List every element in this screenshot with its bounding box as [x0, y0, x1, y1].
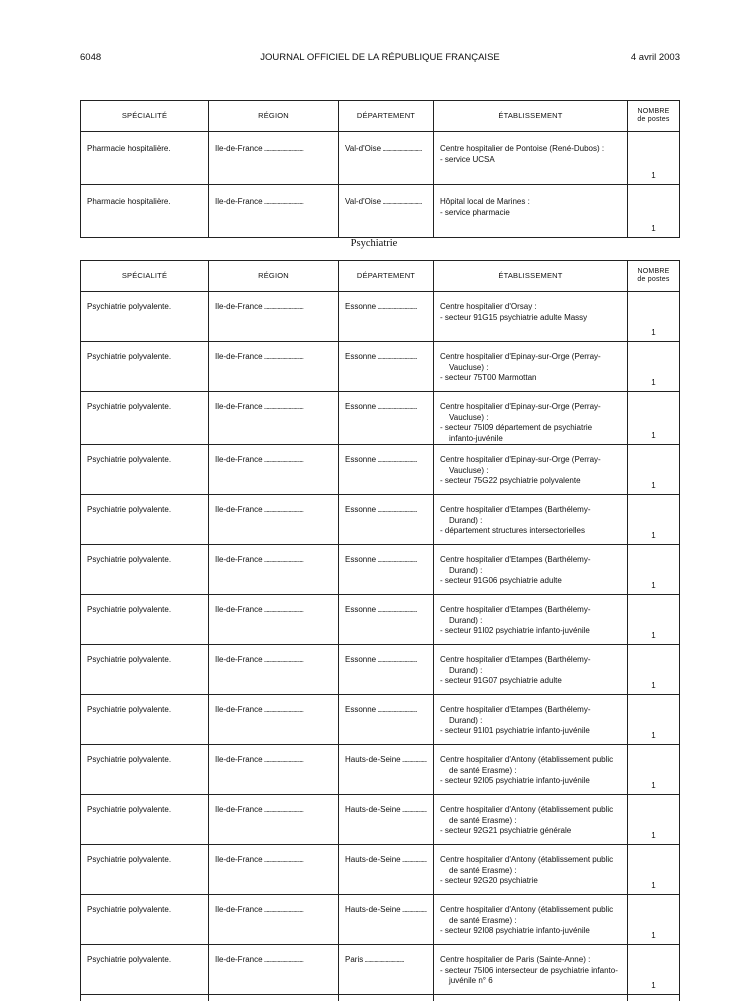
cell-etablissement — [434, 895, 628, 945]
cell-nombre-postes: 1 — [628, 895, 680, 945]
etablissement-line: Centre hospitalier d'Orsay : — [440, 302, 621, 313]
etablissement-line: Vaucluse) : — [440, 466, 621, 477]
cell-region: Ile-de-France ..... — [209, 132, 339, 185]
etablissement-line: Durand) : — [440, 716, 621, 727]
etablissement-line: de santé Erasme) : — [440, 766, 621, 777]
etablissement-line: Centre hospitalier d'Etampes (Barthélemy- — [440, 505, 621, 516]
cell-departement: Essonne ..... — [339, 342, 434, 392]
cell-nombre-postes: 1 — [628, 292, 680, 342]
cell-etablissement — [434, 545, 628, 595]
cell-departement: Essonne ..... — [339, 392, 434, 445]
cell-region: Ile-de-France ..... — [209, 795, 339, 845]
cell-nombre-postes: 1 — [628, 645, 680, 695]
cell-departement: Paris ..... — [339, 945, 434, 995]
continuation-cell — [434, 995, 628, 1001]
etablissement-line: - secteur 92G21 psychiatrie générale — [440, 826, 621, 837]
cell-nombre-postes: 1 — [628, 795, 680, 845]
table-row — [81, 695, 680, 745]
etablissement-line: Centre hospitalier d'Epinay-sur-Orge (Perray- — [440, 352, 621, 363]
page-header — [80, 52, 680, 66]
cell-etablissement — [434, 132, 628, 185]
continuation-cell — [209, 995, 339, 1001]
etablissement-line: Centre hospitalier d'Antony (établissement public — [440, 805, 621, 816]
table-row — [81, 342, 680, 392]
page-number: 6048 — [80, 52, 101, 63]
etablissement-line: Durand) : — [440, 566, 621, 577]
etablissement-line: Vaucluse) : — [440, 413, 621, 424]
col-departement: DÉPARTEMENT — [339, 261, 434, 292]
etablissement-line: Centre hospitalier d'Etampes (Barthélemy- — [440, 605, 621, 616]
cell-etablissement — [434, 595, 628, 645]
cell-nombre-postes: 1 — [628, 745, 680, 795]
cell-specialite: Pharmacie hospitalière. — [81, 185, 209, 238]
col-specialite: SPÉCIALITÉ — [81, 261, 209, 292]
etablissement-line: Centre hospitalier d'Epinay-sur-Orge (Perray- — [440, 455, 621, 466]
table-row — [81, 595, 680, 645]
table-row — [81, 495, 680, 545]
cell-etablissement — [434, 945, 628, 995]
table-row — [81, 292, 680, 342]
cell-etablissement — [434, 745, 628, 795]
cell-departement: Hauts-de-Seine ..... — [339, 895, 434, 945]
etablissement-line: Centre hospitalier d'Antony (établissement public — [440, 755, 621, 766]
etablissement-line: - secteur 92G20 psychiatrie — [440, 876, 621, 887]
etablissement-line: - secteur 75I09 département de psychiatrie — [440, 423, 621, 434]
cell-nombre-postes: 1 — [628, 342, 680, 392]
cell-specialite: Psychiatrie polyvalente. — [81, 895, 209, 945]
table-row — [81, 185, 680, 238]
cell-specialite: Psychiatrie polyvalente. — [81, 845, 209, 895]
cell-etablissement — [434, 845, 628, 895]
cell-nombre-postes: 1 — [628, 845, 680, 895]
publication-date: 4 avril 2003 — [631, 52, 680, 63]
etablissement-line: Durand) : — [440, 666, 621, 677]
cell-departement: Essonne ..... — [339, 695, 434, 745]
cell-nombre-postes: 1 — [628, 132, 680, 185]
cell-etablissement — [434, 445, 628, 495]
etablissement-line: infanto-juvénile — [440, 434, 621, 445]
cell-nombre-postes: 1 — [628, 595, 680, 645]
cell-departement: Essonne ..... — [339, 495, 434, 545]
col-departement: DÉPARTEMENT — [339, 101, 434, 132]
cell-region: Ile-de-France ..... — [209, 845, 339, 895]
cell-etablissement — [434, 392, 628, 445]
etablissement-line: de santé Erasme) : — [440, 866, 621, 877]
cell-region: Ile-de-France ..... — [209, 185, 339, 238]
cell-departement: Hauts-de-Seine ..... — [339, 845, 434, 895]
cell-region: Ile-de-France ..... — [209, 745, 339, 795]
etablissement-line: Centre hospitalier de Pontoise (René-Dubos) : — [440, 144, 621, 155]
cell-specialite: Psychiatrie polyvalente. — [81, 645, 209, 695]
section-title-psychiatrie: Psychiatrie — [0, 238, 748, 249]
cell-etablissement — [434, 695, 628, 745]
table-row — [81, 945, 680, 995]
cell-nombre-postes: 1 — [628, 445, 680, 495]
cell-region: Ile-de-France ..... — [209, 545, 339, 595]
continuation-cell — [628, 995, 680, 1001]
cell-departement: Essonne ..... — [339, 545, 434, 595]
etablissement-line: Centre hospitalier d'Epinay-sur-Orge (Perray- — [440, 402, 621, 413]
cell-etablissement — [434, 342, 628, 392]
cell-region: Ile-de-France ..... — [209, 595, 339, 645]
col-specialite: SPÉCIALITÉ — [81, 101, 209, 132]
etablissement-line: - secteur 75I06 intersecteur de psychiatrie infanto- — [440, 966, 621, 977]
cell-nombre-postes: 1 — [628, 392, 680, 445]
journal-title: JOURNAL OFFICIEL DE LA RÉPUBLIQUE FRANÇAISE — [80, 52, 680, 63]
etablissement-line: - service pharmacie — [440, 208, 621, 219]
cell-departement: Essonne ..... — [339, 595, 434, 645]
continuation-cell — [81, 995, 209, 1001]
etablissement-line: Centre hospitalier d'Etampes (Barthélemy- — [440, 655, 621, 666]
cell-region: Ile-de-France ..... — [209, 695, 339, 745]
col-region: RÉGION — [209, 261, 339, 292]
cell-departement: Val-d'Oise ..... — [339, 132, 434, 185]
cell-specialite: Psychiatrie polyvalente. — [81, 745, 209, 795]
pharmacie-table — [80, 100, 680, 238]
cell-region: Ile-de-France ..... — [209, 392, 339, 445]
cell-departement: Hauts-de-Seine ..... — [339, 795, 434, 845]
cell-region: Ile-de-France ..... — [209, 445, 339, 495]
cell-specialite: Psychiatrie polyvalente. — [81, 392, 209, 445]
cell-specialite: Pharmacie hospitalière. — [81, 132, 209, 185]
etablissement-line: Centre hospitalier d'Etampes (Barthélemy- — [440, 705, 621, 716]
cell-region: Ile-de-France ..... — [209, 895, 339, 945]
etablissement-line: - secteur 75G22 psychiatrie polyvalente — [440, 476, 621, 487]
etablissement-line: Centre hospitalier de Paris (Sainte-Anne) : — [440, 955, 621, 966]
cell-region: Ile-de-France ..... — [209, 645, 339, 695]
etablissement-line: - département structures intersectorielles — [440, 526, 621, 537]
cell-specialite: Psychiatrie polyvalente. — [81, 595, 209, 645]
cell-nombre-postes: 1 — [628, 945, 680, 995]
etablissement-line: Durand) : — [440, 616, 621, 627]
etablissement-line: Durand) : — [440, 516, 621, 527]
col-etablissement: ÉTABLISSEMENT — [434, 261, 628, 292]
table-row — [81, 545, 680, 595]
cell-specialite: Psychiatrie polyvalente. — [81, 342, 209, 392]
cell-nombre-postes: 1 — [628, 545, 680, 595]
cell-departement: Essonne ..... — [339, 292, 434, 342]
etablissement-line: - service UCSA — [440, 155, 621, 166]
cell-specialite: Psychiatrie polyvalente. — [81, 945, 209, 995]
cell-nombre-postes: 1 — [628, 495, 680, 545]
col-etablissement: ÉTABLISSEMENT — [434, 101, 628, 132]
table-row — [81, 645, 680, 695]
cell-region: Ile-de-France ..... — [209, 342, 339, 392]
table-row — [81, 845, 680, 895]
cell-specialite: Psychiatrie polyvalente. — [81, 292, 209, 342]
cell-etablissement — [434, 495, 628, 545]
col-nombre-postes: NOMBRE de postes — [628, 261, 680, 292]
table-row — [81, 392, 680, 445]
psychiatrie-table — [80, 260, 680, 1001]
etablissement-line: Centre hospitalier d'Antony (établissement public — [440, 905, 621, 916]
cell-departement: Essonne ..... — [339, 445, 434, 495]
table-row — [81, 445, 680, 495]
cell-departement: Hauts-de-Seine ..... — [339, 745, 434, 795]
cell-etablissement — [434, 185, 628, 238]
cell-specialite: Psychiatrie polyvalente. — [81, 445, 209, 495]
etablissement-line: - secteur 91G07 psychiatrie adulte — [440, 676, 621, 687]
cell-etablissement — [434, 795, 628, 845]
etablissement-line: juvénile n° 6 — [440, 976, 621, 987]
cell-nombre-postes: 1 — [628, 695, 680, 745]
etablissement-line: Hôpital local de Marines : — [440, 197, 621, 208]
col-nombre-postes: NOMBRE de postes — [628, 101, 680, 132]
etablissement-line: de santé Erasme) : — [440, 916, 621, 927]
continuation-row — [81, 995, 680, 1001]
cell-region: Ile-de-France ..... — [209, 495, 339, 545]
etablissement-line: - secteur 91I02 psychiatrie infanto-juvénile — [440, 626, 621, 637]
etablissement-line: - secteur 92I05 psychiatrie infanto-juvénile — [440, 776, 621, 787]
cell-nombre-postes: 1 — [628, 185, 680, 238]
etablissement-line: Centre hospitalier d'Etampes (Barthélemy- — [440, 555, 621, 566]
etablissement-line: - secteur 91I01 psychiatrie infanto-juvénile — [440, 726, 621, 737]
etablissement-line: - secteur 91G06 psychiatrie adulte — [440, 576, 621, 587]
cell-departement: Val-d'Oise ..... — [339, 185, 434, 238]
cell-etablissement — [434, 292, 628, 342]
cell-specialite: Psychiatrie polyvalente. — [81, 795, 209, 845]
table-row — [81, 745, 680, 795]
cell-specialite: Psychiatrie polyvalente. — [81, 495, 209, 545]
table-row — [81, 132, 680, 185]
etablissement-line: de santé Erasme) : — [440, 816, 621, 827]
cell-specialite: Psychiatrie polyvalente. — [81, 695, 209, 745]
cell-region: Ile-de-France ..... — [209, 945, 339, 995]
etablissement-line: Vaucluse) : — [440, 363, 621, 374]
etablissement-line: Centre hospitalier d'Antony (établissement public — [440, 855, 621, 866]
etablissement-line: - secteur 75T00 Marmottan — [440, 373, 621, 384]
col-region: RÉGION — [209, 101, 339, 132]
cell-etablissement — [434, 645, 628, 695]
etablissement-line: - secteur 92I08 psychiatrie infanto-juvénile — [440, 926, 621, 937]
cell-departement: Essonne ..... — [339, 645, 434, 695]
table-row — [81, 895, 680, 945]
table-row — [81, 795, 680, 845]
continuation-cell — [339, 995, 434, 1001]
etablissement-line: - secteur 91G15 psychiatrie adulte Massy — [440, 313, 621, 324]
cell-region: Ile-de-France ..... — [209, 292, 339, 342]
cell-specialite: Psychiatrie polyvalente. — [81, 545, 209, 595]
